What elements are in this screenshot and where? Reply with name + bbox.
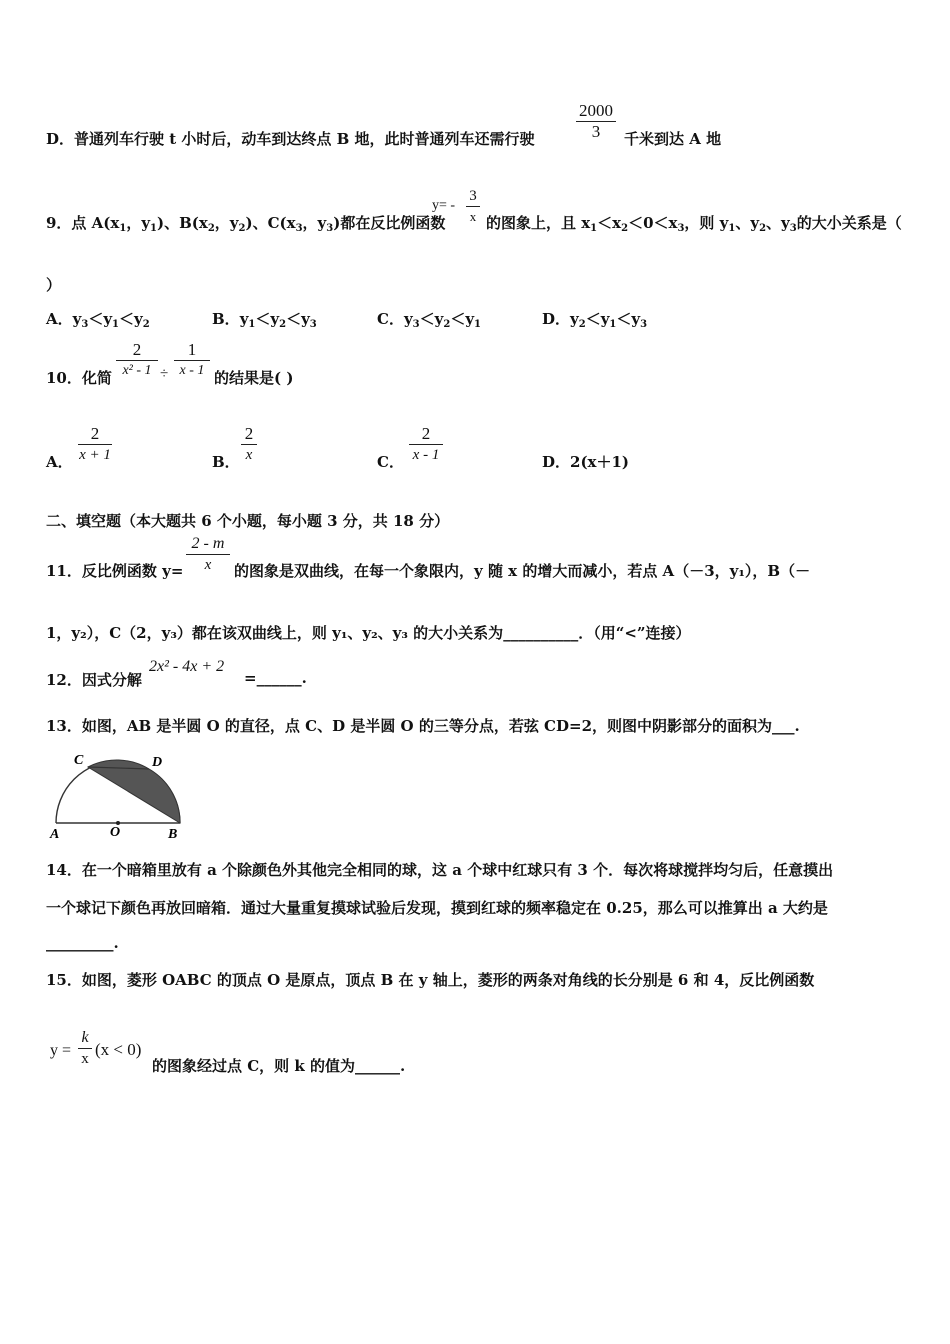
q13-label-d: D [152,755,163,770]
section-2-title: 二、填空题（本大题共 6 个小题，每小题 3 分，共 18 分） [46,512,450,530]
q15-func-condition: (x < 0) [95,1040,142,1059]
q10-fraction-2: 1 x - 1 [172,340,212,381]
q12-prefix: 12．因式分解 [46,671,142,689]
q15-fraction: k x [76,1028,94,1069]
q12-expression: 2x² - 4x + 2 [149,658,225,675]
q14-line-3: _________. [46,934,119,952]
q9-stem-tail: 的图象上，且 $x_1<x_2<0<x_3$，则 $y_1$、$y_2$、$y_3$的大小关系是（ [486,214,902,234]
q11-prefix: 11．反比例函数 y= [46,562,184,580]
q10-divide: ÷ [160,366,169,382]
q9-fraction: 3 x [464,186,482,227]
q10-option-c-label: C． [377,453,404,471]
q13-label-a: A [50,827,60,840]
q13-text: 13．如图，AB 是半圆 O 的直径，点 C、D 是半圆 O 的三等分点，若弦 CD=2，则图中阴影部分的面积为___. [46,717,800,735]
q9-func-lhs: y= - [432,198,456,213]
q8-option-d-tail: 千米到达 A 地 [624,130,722,148]
q9-option-d: D．$y_2<y_1<y_3$ [542,310,648,330]
q11-fraction: 2 - m x [184,534,232,575]
q10-fraction-1: 2 x² - 1 [114,340,160,381]
q14-line-1: 14．在一个暗箱里放有 a 个除颜色外其他完全相同的球，这 a 个球中红球只有 3 个．每次将球搅拌均匀后，任意摸出 [46,861,834,879]
q10-option-b-label: B． [212,453,240,471]
q13-label-b: B [168,827,178,840]
q9-option-c: C．$y_3<y_2<y_1$ [377,310,482,330]
q13-label-c: C [74,753,84,768]
q9-option-a: A．$y_3<y_1<y_2$ [46,310,150,330]
q10-prefix: 10．化简 [46,369,112,387]
q10-option-a-fraction: 2 x + 1 [79,424,111,463]
q12-suffix: =______. [244,669,307,687]
q13-shaded-region [88,760,180,823]
q10-option-d: D．2(x＋1) [542,453,630,471]
q11-line-1: 的图象是双曲线，在每一个象限内，y 随 x 的增大而减小，若点 A（－3，y₁），B（－ [234,562,811,580]
q13-label-o: O [110,825,121,840]
q9-close: ） [46,276,62,294]
q9-option-b: B．$y_1<y_2<y_3$ [212,310,317,330]
q14-line-2: 一个球记下颜色再放回暗箱．通过大量重复摸球试验后发现，摸到红球的频率稳定在 0.25，那么可以推算出 a 大约是 [46,899,828,917]
q15-suffix: 的图象经过点 C，则 k 的值为______. [152,1057,406,1075]
q8-option-d: D．普通列车行驶 t 小时后，动车到达终点 B 地，此时普通列车还需行驶 [46,130,535,148]
q10-option-a-label: A． [46,453,73,471]
q11-line-2: 1，y₂），C（2，y₃）都在该双曲线上，则 y₁、y₂、y₃ 的大小关系为__________．（用“<”连接） [46,624,691,642]
q13-semicircle-figure [48,748,188,840]
q15-func-lhs: y = [50,1042,72,1059]
q10-option-c-fraction: 2 x - 1 [407,424,445,465]
q10-suffix: 的结果是( ) [214,369,294,387]
q8-fraction: 2000 3 [574,101,618,142]
q10-option-b-fraction: 2 x [239,424,259,465]
q15-line-1: 15．如图，菱形 OABC 的顶点 O 是原点，顶点 B 在 y 轴上，菱形的两条对角线的长分别是 6 和 4，反比例函数 [46,971,815,989]
q9-stem: 9．点 $A(x_1$，$y_1$)、$B(x_2$，$y_2$)、$C(x_3$，$y_3$)都在反比例函数 [46,214,446,234]
